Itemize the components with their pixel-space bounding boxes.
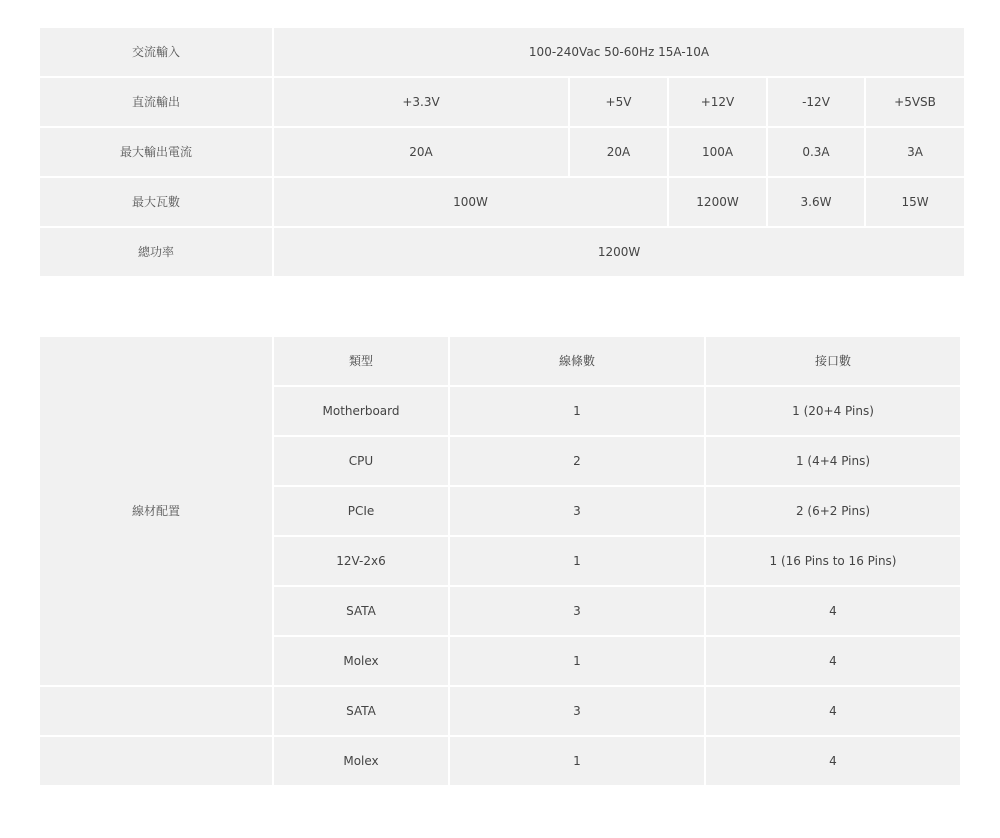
cable-config-label: 線材配置 xyxy=(40,337,272,685)
connector-count: 4 xyxy=(706,637,960,685)
table-row xyxy=(40,737,960,785)
total-power-value: 1200W xyxy=(274,228,964,276)
max-power-row xyxy=(40,178,964,226)
max-current-row xyxy=(40,128,964,176)
empty-label-cell xyxy=(40,687,272,735)
cable-type: Motherboard xyxy=(274,387,448,435)
cable-count: 1 xyxy=(450,737,704,785)
connector-count: 4 xyxy=(706,687,960,735)
cable-type: SATA xyxy=(274,587,448,635)
header-cable-count: 線條數 xyxy=(450,337,704,385)
max-power-label: 最大瓦數 xyxy=(40,178,272,226)
table-row xyxy=(40,687,960,735)
max-power-12v: 1200W xyxy=(669,178,766,226)
cable-count: 3 xyxy=(450,587,704,635)
cable-type: Molex xyxy=(274,637,448,685)
dc-output-5v: +5V xyxy=(570,78,667,126)
header-connector-count: 接口數 xyxy=(706,337,960,385)
dc-output-5vsb: +5VSB xyxy=(866,78,964,126)
power-spec-table xyxy=(38,26,966,278)
cable-type: Molex xyxy=(274,737,448,785)
cable-count: 3 xyxy=(450,687,704,735)
cable-count: 1 xyxy=(450,537,704,585)
cable-type: CPU xyxy=(274,437,448,485)
dc-output-label: 直流輸出 xyxy=(40,78,272,126)
dc-output-3v3: +3.3V xyxy=(274,78,568,126)
max-power-5vsb: 15W xyxy=(866,178,964,226)
total-power-row xyxy=(40,228,964,276)
ac-input-row xyxy=(40,28,964,76)
dc-output-row xyxy=(40,78,964,126)
cable-type: 12V-2x6 xyxy=(274,537,448,585)
dc-output-12v: +12V xyxy=(669,78,766,126)
max-current-5v: 20A xyxy=(570,128,667,176)
ac-input-label: 交流輸入 xyxy=(40,28,272,76)
empty-label-cell xyxy=(40,737,272,785)
header-type: 類型 xyxy=(274,337,448,385)
max-current-3v3: 20A xyxy=(274,128,568,176)
max-current-label: 最大輸出電流 xyxy=(40,128,272,176)
max-current-12v: 100A xyxy=(669,128,766,176)
cable-count: 2 xyxy=(450,437,704,485)
cable-count: 3 xyxy=(450,487,704,535)
ac-input-value: 100-240Vac 50-60Hz 15A-10A xyxy=(274,28,964,76)
cable-count: 1 xyxy=(450,387,704,435)
connector-count: 4 xyxy=(706,587,960,635)
connector-count: 2 (6+2 Pins) xyxy=(706,487,960,535)
total-power-label: 總功率 xyxy=(40,228,272,276)
cable-type: PCIe xyxy=(274,487,448,535)
cable-config-table xyxy=(38,335,962,787)
cable-header-row xyxy=(40,337,960,385)
dc-output-minus-12v: -12V xyxy=(768,78,864,126)
max-power-minus-12v: 3.6W xyxy=(768,178,864,226)
cable-count: 1 xyxy=(450,637,704,685)
max-current-minus-12v: 0.3A xyxy=(768,128,864,176)
max-current-5vsb: 3A xyxy=(866,128,964,176)
connector-count: 1 (16 Pins to 16 Pins) xyxy=(706,537,960,585)
connector-count: 1 (4+4 Pins) xyxy=(706,437,960,485)
max-power-combined: 100W xyxy=(274,178,667,226)
cable-type: SATA xyxy=(274,687,448,735)
connector-count: 1 (20+4 Pins) xyxy=(706,387,960,435)
connector-count: 4 xyxy=(706,737,960,785)
